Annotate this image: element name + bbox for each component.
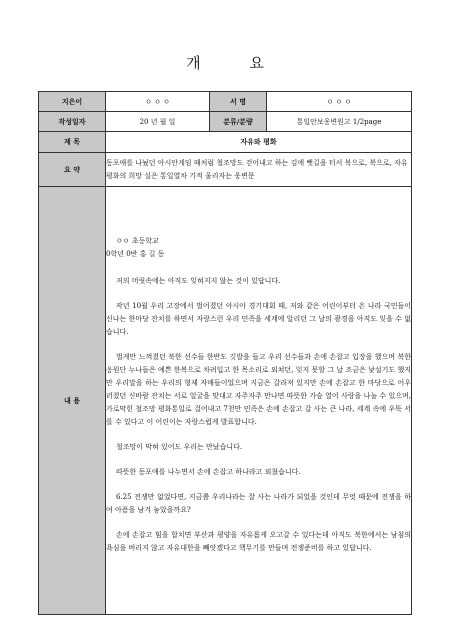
author-value: ㅇ ㅇ ㅇ (106, 92, 210, 112)
paragraph-1: 저의 머릿속에는 아직도 잊혀지지 않는 것이 있답니다. (116, 276, 281, 285)
subject-value: 자유와 평화 (106, 132, 412, 153)
paragraph-2: 작년 10월 우리 고장에서 벌어졌던 아시아 경기대회 때, 저와 같은 어린이부터 온 나라 국민들이 신나는 한마당 잔치를 하면서 자랑스런 우리 민족을 세계에 알리던 그 날의 광경을 아직도 잊을 수 없습니다. (106, 301, 411, 336)
content-label: 내 용 (39, 187, 106, 615)
paragraph-4: 철조망이 막혀 있어도 우리는 만났습니다. (116, 442, 243, 451)
paragraph-6: 6.25 전쟁만 없었다면, 지금쯤 우리나라는 잘 사는 나라가 되었을 것인데 무엇 때문에 전쟁을 하여 아픔을 남겨 놓았을까요? (106, 492, 411, 514)
date-row (39, 112, 412, 132)
summary-value: 동포애를 나눴던 아시안게임 때처럼 철조망도 걷어내고 하는 김에 뻣길을 터서 북으로, 북으로, 자유 평화의 희망 실은 통일열차 기적 울리자는 웅변문 (106, 153, 412, 187)
category-value: 통일안보웅변원고 1/2page (267, 112, 412, 132)
paragraph-5: 따뜻한 동포애를 나누면서 손에 손잡고 하나라고 외쳤습니다. (116, 467, 301, 476)
document-title: 개 요 (186, 54, 286, 72)
category-label: 분류/분량 (210, 112, 267, 132)
date-value: 20 년 월 일 (106, 112, 210, 132)
author-row (39, 92, 412, 112)
subject-label: 제 목 (39, 132, 106, 153)
content-row (39, 187, 412, 615)
summary-label: 요 약 (39, 153, 106, 187)
date-label: 작성일자 (39, 112, 106, 132)
content-body (106, 187, 412, 615)
subject-row (39, 132, 412, 153)
paragraph-3: 벌게만 느껴졌던 북한 선수들 한반도 깃발을 들고 우리 선수들과 손에 손잡고 입장을 했으며 북한 응원단 누나들은 예쁜 한복으로 차려입고 한 목소리로 외쳐던, 잊지 못할 그 날 조금은 낯설기도 했지만 우리말을 하는 우리의 형제 자매들이었으며 지금은 갈라져 있지만 손에 손잡고 한 마당으로 어우러졌던 신바람 잔치는 서로 얼굴을 맞대고 자주자주 만나면 따뜻한 가슴 열어 사랑을 나눌 수 있으며, 가로막힌 철조망 평화통일로 걸어내고 7천만 민족은 손에 손잡고 갈 사는 큰 나라, 세계 속에 우뚝 서를 수 있다고 이 어린이는 자랑스럽게 발표합니다. (106, 352, 411, 426)
book-name-value: ㅇ ㅇ ㅇ (267, 92, 412, 112)
student-name: 0학년 0반 홍 길 동 (106, 249, 165, 258)
author-label: 지은이 (39, 92, 106, 112)
paragraph-7: 손에 손잡고 힘을 합치면 부산과 평양을 자유롭게 오고갈 수 있다는데 아직도 북한에서는 남침의 욕심을 버리지 않고 자유대한을 빼앗겠다고 핵무기를 만들며 전쟁준비를 하고 있답니다. (106, 530, 411, 552)
book-name-label: 서 명 (210, 92, 267, 112)
summary-form (38, 91, 412, 615)
summary-row (39, 153, 412, 187)
school-name: ㅇㅇ 초등학교 (116, 236, 159, 245)
